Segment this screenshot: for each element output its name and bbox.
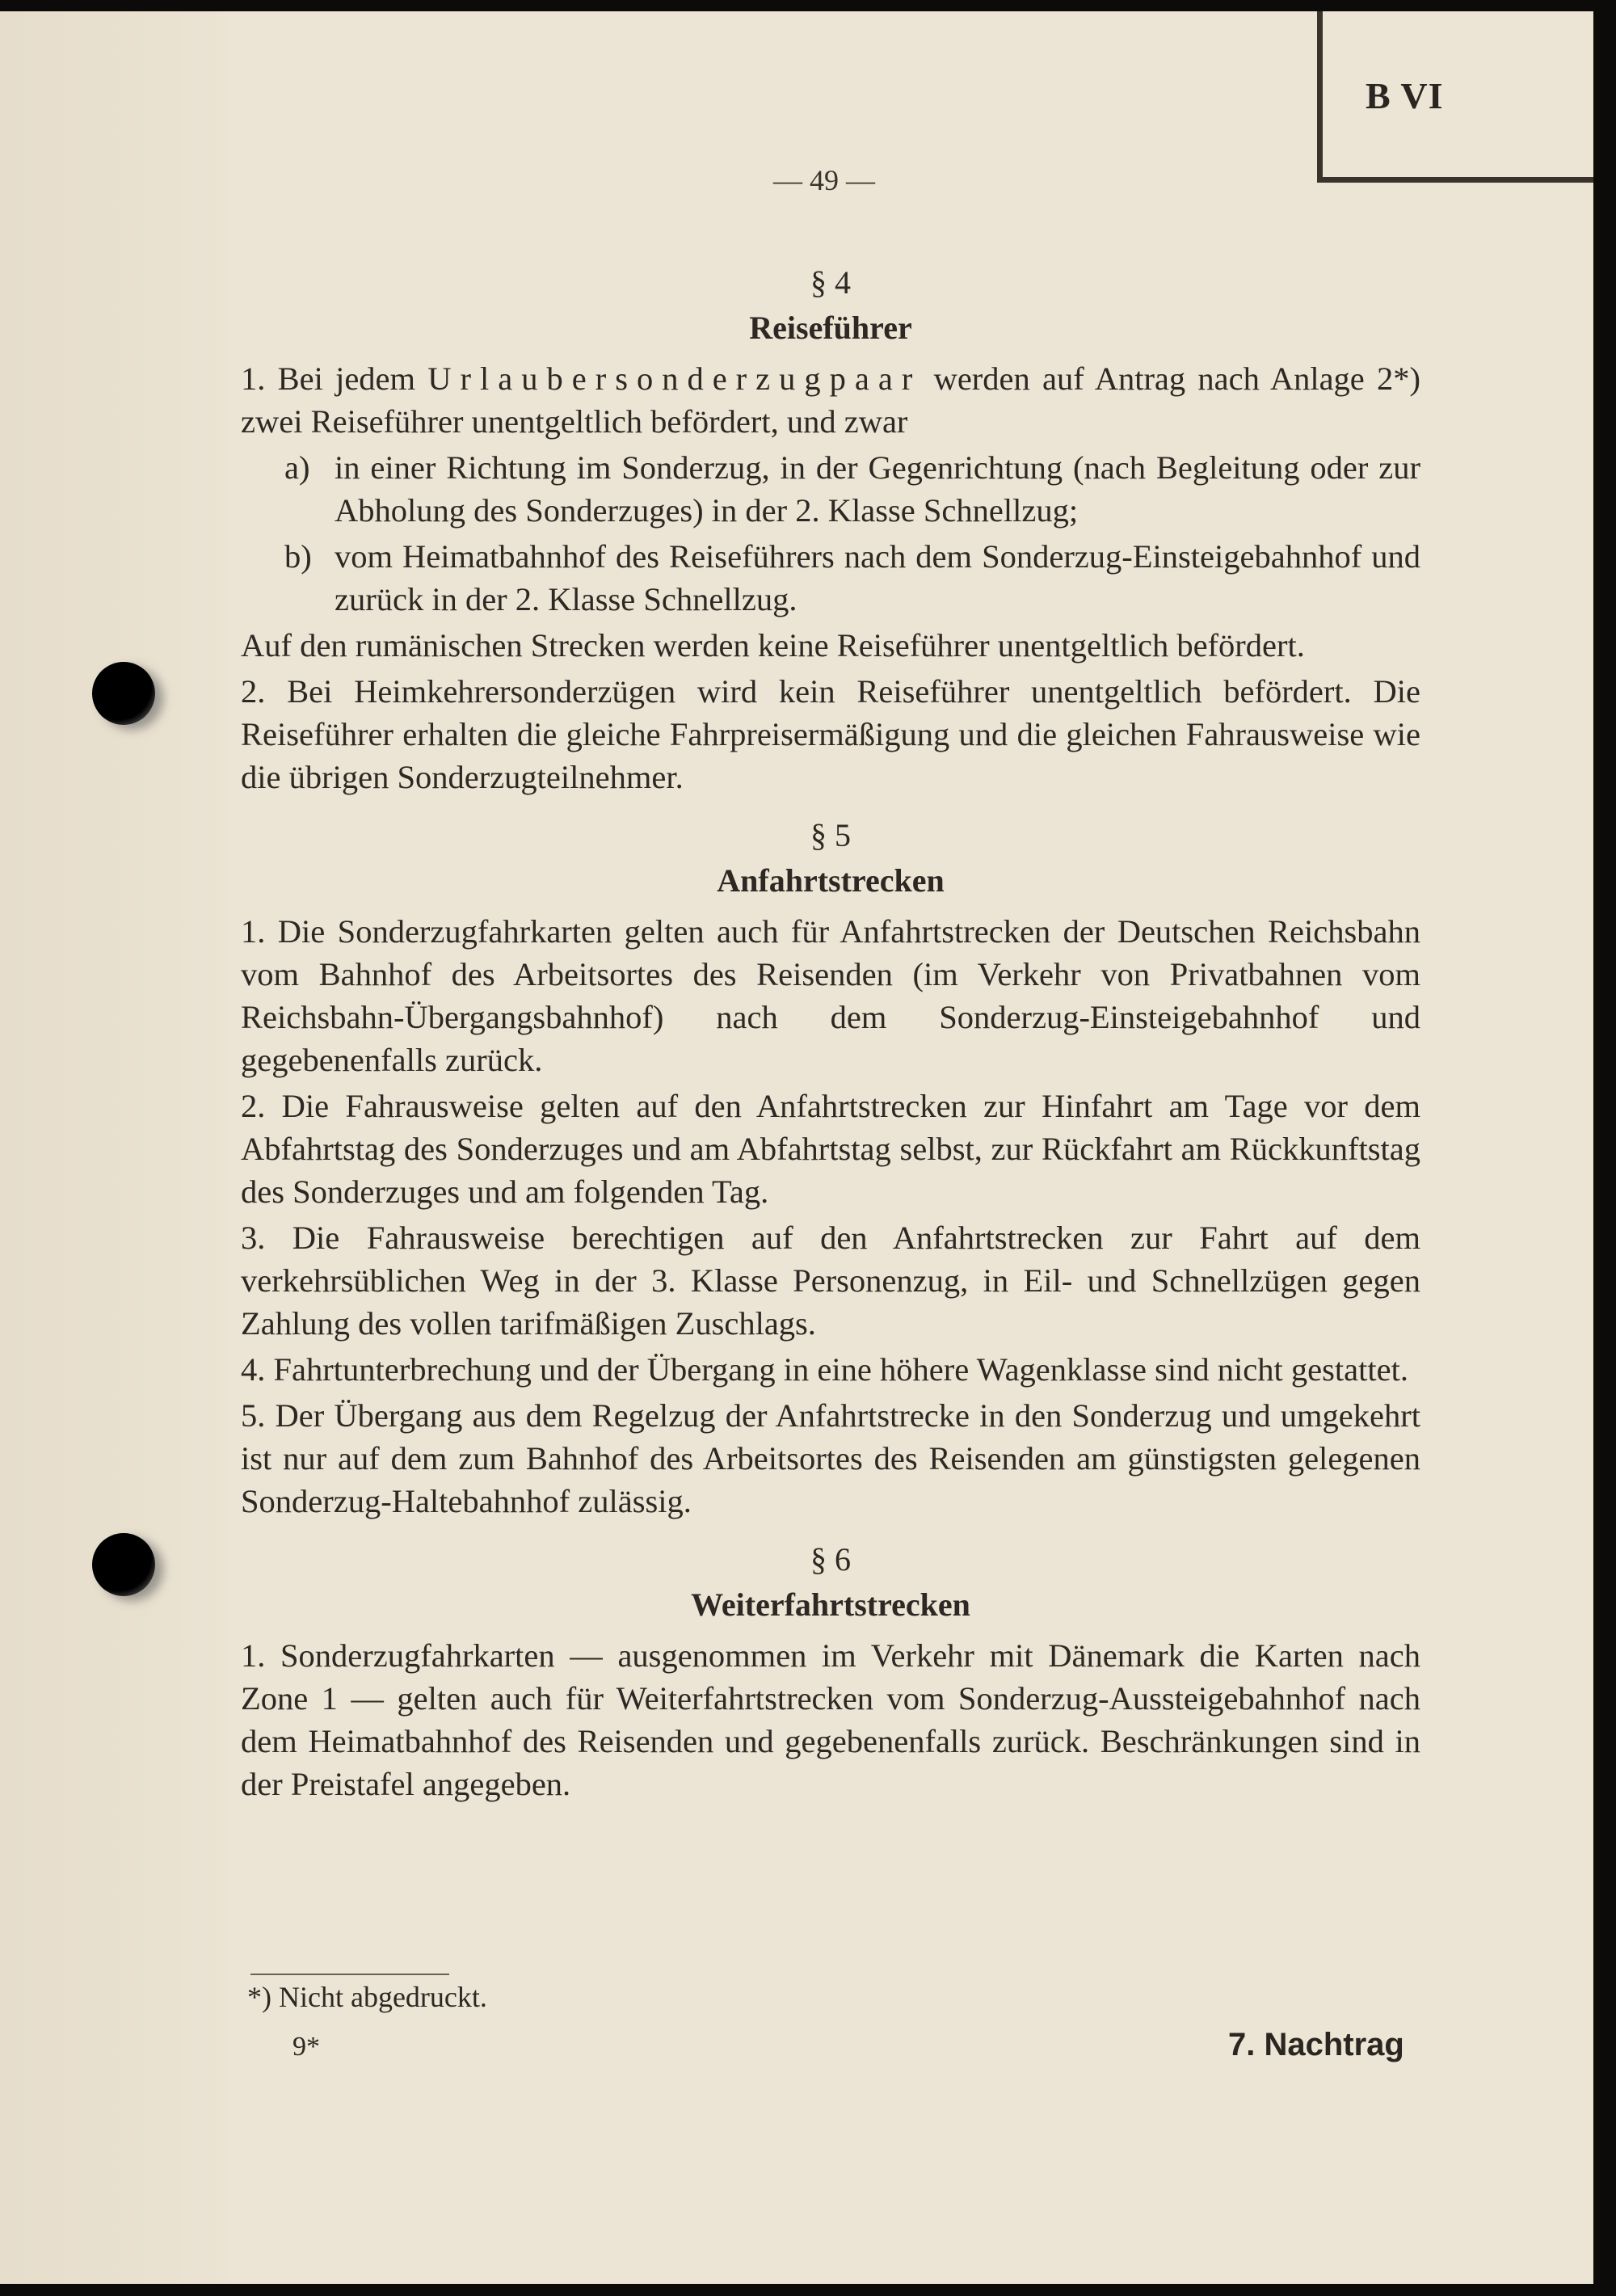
section-6-title: Weiterfahrtstrecken [691,1586,970,1623]
footnote-rule [250,1974,449,1975]
item-a-label: a) [284,449,310,486]
section-4-title: Reiseführer [749,310,912,346]
section-4-symbol: § 4 [810,264,851,301]
section-4-romania-note: Auf den rumänischen Strecken werden keine Reiseführer unentgeltlich befördert. [241,627,1305,664]
register-tab-frame [1317,11,1593,183]
item-b-text: vom Heimatbahnhof des Reiseführers nach dem Sonderzug-Einsteigebahnhof und zurück in der 2. Klasse Schnellzug. [335,538,1420,617]
section-4-paragraph-1 [241,357,1420,443]
section-5-symbol: § 5 [810,817,851,853]
sheet-signature: 9* [292,2032,320,2062]
section-5-paragraph-1: 1. Die Sonderzugfahrkarten gelten auch für Anfahrtstrecken der Deutschen Reichsbahn vom Bahnhof des Arbeitsortes des Reisenden (im Verkehr von Privatbahnen vom Reichsbahn-Übergangsbahnhof) nach dem Sonderzug-Einsteigebahnhof und gegebenenfalls zurück. [241,913,1420,1078]
section-6-symbol: § 6 [810,1541,851,1578]
register-tab-label: B VI [1366,75,1444,116]
section-5-paragraph-2: 2. Die Fahrausweise gelten auf den Anfahrtstrecken zur Hinfahrt am Tage vor dem Abfahrtstag des Sonderzuges und am Abfahrtstag selbst, zur Rückfahrt am Rückkunftstag des Sonderzuges und am folgenden Tag. [241,1088,1420,1210]
section-4-paragraph-2: 2. Bei Heimkehrersonderzügen wird kein Reiseführer unentgeltlich befördert. Die Reiseführer erhalten die gleiche Fahrpreisermäßigung und die gleichen Fahrausweise wie die übrigen Sonderzugteilnehmer. [241,673,1420,795]
section-5-paragraph-3: 3. Die Fahrausweise berechtigen auf den Anfahrtstrecken zur Fahrt auf dem verkehrsüblichen Weg in der 3. Klasse Personenzug, in Eil- und Schnellzügen gegen Zahlung des vollen tarifmäßigen Zuschlags. [241,1220,1420,1342]
punch-hole-top [92,662,155,725]
item-a-text: in einer Richtung im Sonderzug, in der Gegenrichtung (nach Begleitung oder zur Abholung des Sonderzuges) in der 2. Klasse Schnellzug; [335,449,1420,529]
section-4-item-b [241,535,1420,621]
section-4-item-a [241,446,1420,532]
page-left-margin [0,11,226,2284]
punch-hole-bottom [92,1533,155,1596]
item-b-label: b) [284,538,312,575]
document-body [241,246,1420,1809]
paragraph-prefix: 1. Bei jedem [241,360,428,397]
supplement-label: 7. Nachtrag [1228,2027,1404,2062]
spaced-term: Urlaubersonderzugpaar [427,360,922,397]
section-5-paragraph-4: 4. Fahrtunterbrechung und der Übergang in eine höhere Wagenklasse sind nicht gestattet. [241,1351,1408,1388]
section-5-paragraph-5: 5. Der Übergang aus dem Regelzug der Anfahrtstrecke in den Sonderzug und umgekehrt ist nur auf dem zum Bahnhof des Arbeitsortes des Reisenden am günstigsten gelegenen Sonderzug-Haltebahnhof zulässig. [241,1397,1420,1519]
page-number: — 49 — [773,164,875,196]
document-page [0,11,1593,2284]
section-6-paragraph-1: 1. Sonderzugfahrkarten — ausgenommen im Verkehr mit Dänemark die Karten nach Zone 1 — gelten auch für Weiterfahrtstrecken vom Sonderzug-Aussteigebahnhof nach dem Heimatbahnhof des Reisenden und gegebenenfalls zurück. Beschränkungen sind in der Preistafel angegeben. [241,1637,1420,1802]
paragraph-rest: werden auf Antrag nach Anlage 2*) zwei Reiseführer unentgeltlich befördert, und zwar [241,360,1420,440]
footnote: *) Nicht abgedruckt. [247,1981,487,2013]
section-5-title: Anfahrtstrecken [717,862,945,899]
